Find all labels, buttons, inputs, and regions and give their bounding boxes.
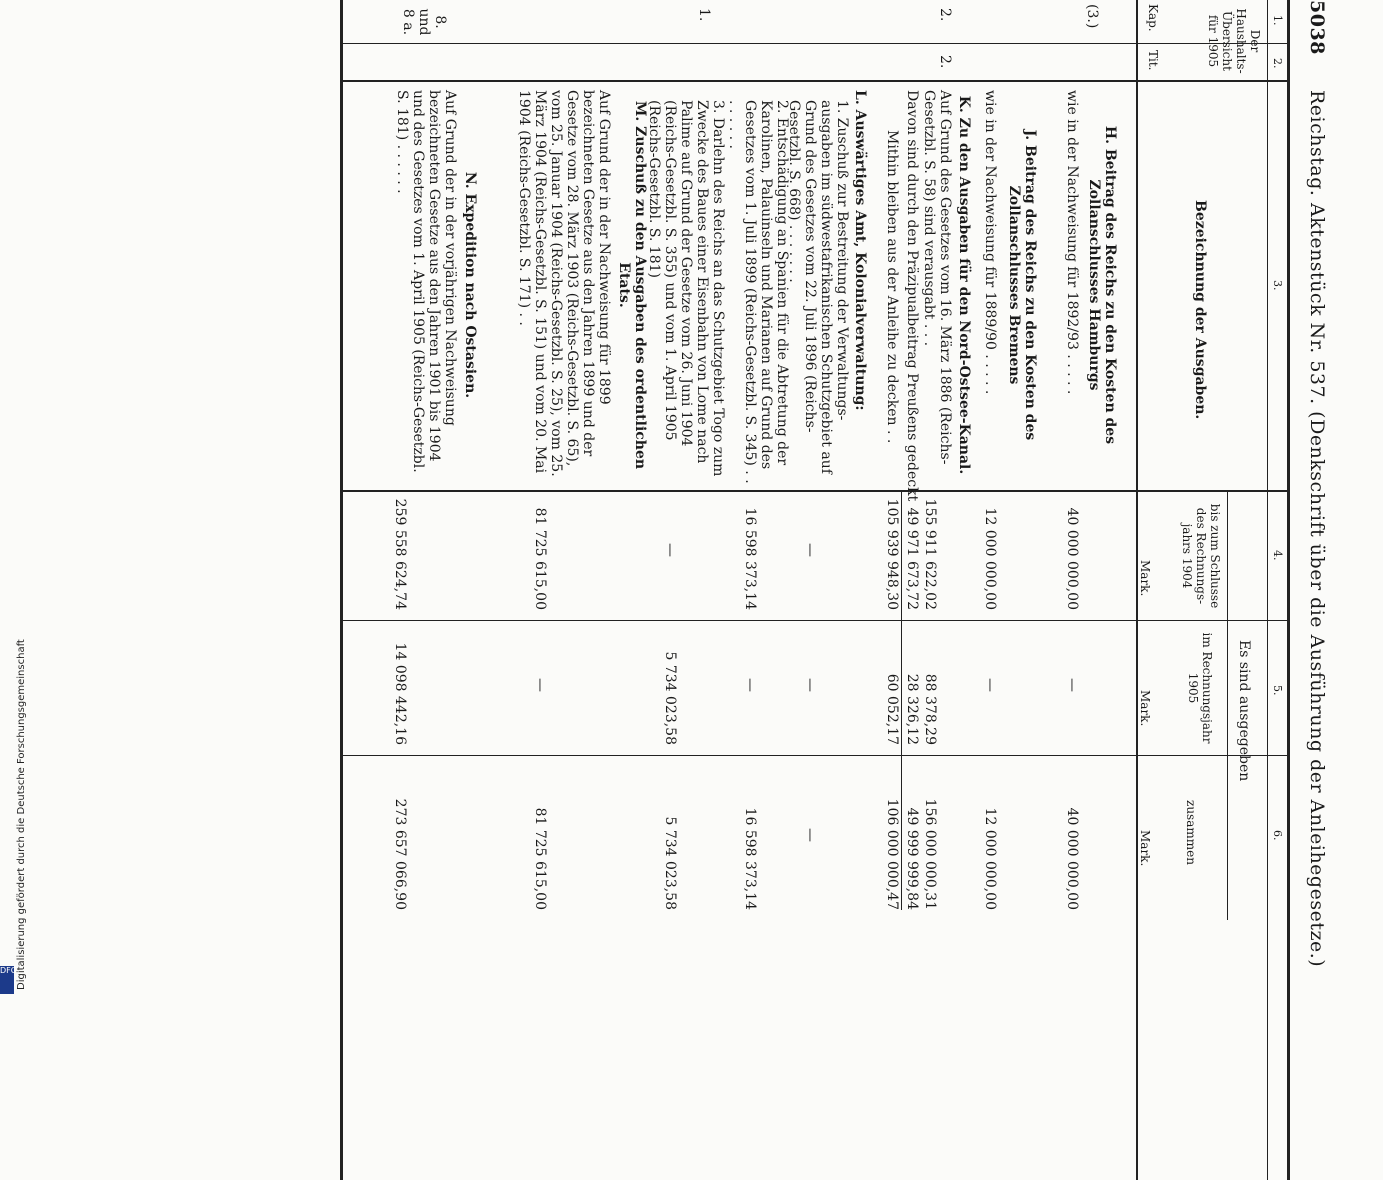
c4-c5-divider [340, 620, 1290, 621]
row-c4: 105 939 948,30 [884, 498, 900, 610]
row-c6: 40 000 000,00 [1064, 807, 1080, 910]
sum-rule [901, 490, 902, 910]
row-c5: — [742, 678, 758, 692]
colno-1: 1. [1271, 15, 1284, 26]
colno-2: 2. [1271, 58, 1284, 69]
kap-heading: Kap. [1146, 4, 1160, 32]
row-kap: 1. [696, 8, 712, 22]
rotated-table-frame [58, 0, 1338, 1000]
mark-heading-5: Mark. [1138, 690, 1152, 727]
row-text: wie in der Nachweisung für 1889/90 . . . . . [982, 90, 998, 395]
row-c6: 12 000 000,00 [982, 807, 998, 910]
colno-5: 5. [1271, 685, 1284, 696]
row-c4: 12 000 000,00 [982, 507, 998, 610]
row-c5: 88 378,29 [922, 673, 938, 745]
c5-c6-divider [340, 755, 1290, 756]
row-c5: 14 098 442,16 [392, 642, 408, 745]
es-sind-rule [1227, 490, 1228, 920]
section-heading: N. Expedition nach Ostasien. [462, 171, 478, 399]
section-heading: H. Beitrag des Reichs zu den Kosten des Zollanschlusses Hamburgs [1086, 125, 1118, 445]
section-heading: K. Zu den Ausgaben für den Nord-Ostsee-Kanal. [956, 95, 972, 475]
row-c4: 49 971 673,72 [904, 507, 920, 610]
row-c4: 155 911 622,02 [922, 498, 938, 610]
row-text: 1. Zuschuß zur Bestreitung der Verwaltungs-ausgaben im südwestafrikanischen Schutzgebiet auf Grund des Gesetzes vom 22. Juli 1896 (Reichs-Gesetzbl. S. 668) . . . . . . . [786, 100, 850, 474]
row-c5: — [982, 678, 998, 692]
row-kap: 8. und 8 a. [400, 8, 448, 36]
row-kap: (3.) [1084, 4, 1100, 29]
row-c5: — [802, 678, 818, 692]
page-title: Reichstag. Aktenstück Nr. 537. (Denkschrift über die Ausführung der Anleihegesetze.) [1306, 90, 1328, 968]
row-text: Auf Grund der in der vorjährigen Nachweisung bezeichneten Gesetze aus den Jahren 1901 bis 1904 und des Gesetzes vom 1. April 1905 (Reichs-Gesetzbl. S. 181) . . . . . . [394, 90, 458, 473]
es-sind-heading: Es sind ausgegeben [1236, 640, 1252, 782]
colno-6: 6. [1271, 830, 1284, 841]
row-c6: 81 725 615,00 [532, 807, 548, 910]
tit-desc-divider [340, 80, 1290, 82]
mark-heading-4: Mark. [1138, 560, 1152, 597]
credit-text: Digitalisierung gefördert durch die Deutsche Forschungsgemeinschaft [16, 639, 27, 990]
row-c6: 156 000 000,31 [922, 798, 938, 910]
zusammen-heading: zusammen [1184, 800, 1198, 865]
row-text: Davon sind durch den Präzipualbeitrag Preußens gedeckt [904, 90, 920, 502]
col-number-rule [1267, 0, 1268, 1180]
colno-4: 4. [1271, 550, 1284, 561]
row-text: 2. Entschädigung an Spanien für die Abtretung der Karolinen, Palauinseln und Marianen auf Grund des Gesetzes vom 1. Juli 1899 (Reichs-Gesetzbl. S. 345) . . . . . . . . [726, 100, 790, 484]
section-heading: M. Zuschuß zu den Ausgaben des ordentlichen Etats. [616, 100, 648, 470]
colno-3: 3. [1271, 280, 1284, 291]
row-text: 3. Darlehn des Reichs an das Schutzgebiet Togo zum Zwecke des Baues einer Eisenbahn von Lome nach Palime auf Grund der Gesetze vom 26. Juni 1904 (Reichs-Gesetzbl. S. 355) und vom 1. April 1905 (Reichs-Gesetzbl. S. 181) [646, 100, 726, 477]
row-c6: — [802, 828, 818, 842]
uebersicht-heading: Der Haushalts-Übersicht für 1905 [1206, 8, 1262, 74]
digitization-credit [2, 610, 27, 990]
row-c4: 81 725 615,00 [532, 507, 548, 610]
row-c6: 5 734 023,58 [662, 816, 678, 910]
bis-schluss-heading: bis zum Schlusse des Rechnungs-jahrs 1904 [1180, 503, 1222, 609]
bezeichnung-heading: Bezeichnung der Ausgaben. [1192, 200, 1208, 420]
table-bottom-rule [340, 0, 343, 1180]
kap-tit-divider [340, 43, 1290, 44]
row-text: Mithin bleiben aus der Anleihe zu decken . . [884, 130, 900, 444]
row-c6: 106 000 000,47 [884, 798, 900, 910]
row-c6: 16 598 373,14 [742, 807, 758, 910]
page-number: 5038 [1306, 0, 1328, 55]
section-heading: J. Beitrag des Reichs zu den Kosten des Zollanschlusses Bremens [1006, 129, 1038, 441]
mark-heading-6: Mark. [1138, 830, 1152, 867]
im-jahr-heading: im Rechnungsjahr 1905 [1186, 632, 1214, 744]
row-tit: 2. [937, 55, 953, 69]
row-c6: 273 657 066,90 [392, 798, 408, 910]
row-c4: 16 598 373,14 [742, 507, 758, 610]
table-top-rule [1287, 0, 1290, 1180]
row-c4: 40 000 000,00 [1064, 507, 1080, 610]
section-heading: L. Auswärtiges Amt, Kolonialverwaltung: [852, 90, 868, 411]
dfg-logo: DFG [0, 966, 14, 994]
tit-heading: Tit. [1146, 50, 1160, 71]
row-text: wie in der Nachweisung für 1892/93 . . . . . [1064, 90, 1080, 395]
row-c5: — [532, 678, 548, 692]
row-text: Auf Grund des Gesetzes vom 16. März 1886 (Reichs-Gesetzbl. S. 58) sind verausgabt . . . [921, 90, 953, 465]
row-text: Auf Grund der in der Nachweisung für 1899 bezeichneten Gesetze aus den Jahren 1899 und der Gesetze vom 28. März 1903 (Reichs-Gesetzbl. S. 65), vom 25. Januar 1904 (Reichs-Gesetzbl. S. 25), vom 25. März 1904 (Reichs-Gesetzbl. S. 151) und vom 20. Mai 1904 (Reichs-Gesetzbl. S. 171) . . [516, 90, 612, 477]
row-c6: 49 999 999,84 [904, 807, 920, 910]
row-kap: 2. [937, 8, 953, 22]
row-c5: — [1064, 678, 1080, 692]
row-c5: 5 734 023,58 [662, 651, 678, 745]
row-c4: — [802, 543, 818, 557]
row-c5: 28 326,12 [904, 673, 920, 745]
row-c5: 60 052,17 [884, 673, 900, 745]
row-c4: — [662, 543, 678, 557]
row-c4: 259 558 624,74 [392, 498, 408, 610]
